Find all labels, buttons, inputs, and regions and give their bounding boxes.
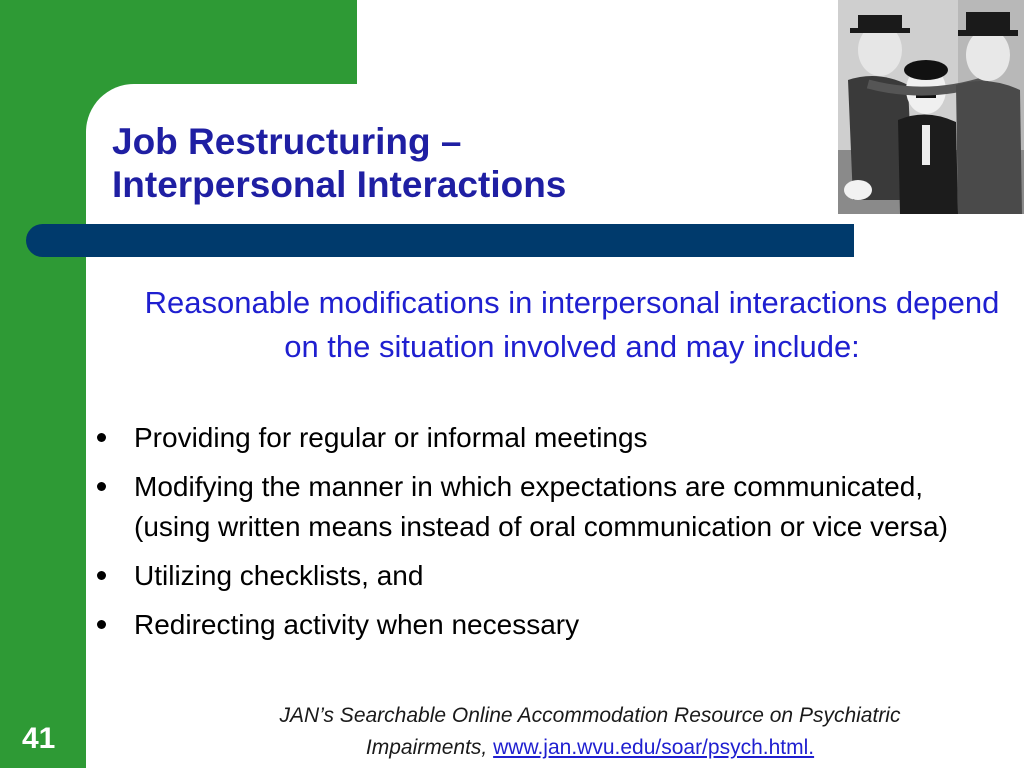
list-item [92,418,972,458]
bullet-dot-icon [97,620,106,629]
bullet-text: Redirecting activity when necessary [134,609,580,640]
bullet-text: Utilizing checklists, and [134,560,424,591]
title-rule-bar [26,224,854,257]
citation [150,700,1024,764]
vintage-comedy-photo [838,0,1024,214]
citation-line-1: JAN’s Searchable Online Accommodation Resource on Psychiatric [279,704,901,727]
bullet-text: Modifying the manner in which expectations are communicated, (using written means instead of oral communication or vice versa) [134,471,948,542]
bullet-dot-icon [97,433,106,442]
bullet-list [92,418,972,654]
citation-line-2 [150,732,1024,764]
slide-number: 41 [22,722,56,755]
bullet-dot-icon [97,482,106,491]
title-line-2: Interpersonal Interactions [112,164,567,205]
bullet-dot-icon [97,571,106,580]
list-item [92,467,972,547]
list-item [92,605,972,645]
photo-graphic [838,0,1024,214]
title-line-1: Job Restructuring – [112,121,462,162]
citation-text: Impairments, [365,736,488,759]
bullet-text: Providing for regular or informal meetings [134,422,648,453]
intro-text: Reasonable modifications in interpersonal interactions depend on the situation involved and may include: [144,285,1000,364]
slide-title [112,120,812,206]
list-item [92,556,972,596]
citation-link[interactable]: www.jan.wvu.edu/soar/psych.html. [493,736,815,759]
